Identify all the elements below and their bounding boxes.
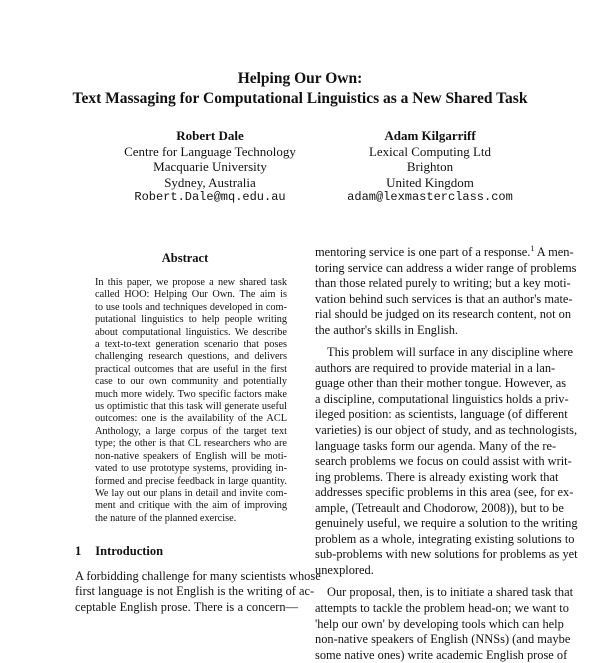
abstract-line: us optimistic that this task will generate useful xyxy=(95,401,287,413)
right-line: Our proposal, then, is to initiate a shared task that xyxy=(327,585,574,600)
section-number: 1 xyxy=(75,544,82,558)
intro-line: ceptable English prose. There is a concern— xyxy=(75,599,298,614)
right-line-text: mentoring service is one part of a response. xyxy=(315,245,531,259)
right-line-text: A men- xyxy=(534,245,574,259)
right-column-text xyxy=(315,243,578,663)
abstract-line: practical outcomes that are useful in the first xyxy=(95,363,287,375)
abstract-line: outcomes: one is the availability of the ACL xyxy=(95,413,287,425)
abstract-line: We lay out our plans in detail and invite com- xyxy=(95,487,287,499)
author-location: United Kingdom xyxy=(386,174,474,190)
right-line: than those related purely to writing; but a key moti- xyxy=(315,276,571,291)
abstract-line: case to our own community and potentially xyxy=(95,376,287,388)
right-line: genuinely useful, we require a solution to the writing xyxy=(315,516,578,531)
intro-line: A forbidding challenge for many scientists whose xyxy=(75,569,321,583)
abstract-line: In this paper, we propose a new shared task xyxy=(95,277,287,288)
section-title: Introduction xyxy=(95,544,164,558)
abstract-line: about computational linguistics. We describe xyxy=(95,326,287,338)
author-institution: Brighton xyxy=(406,159,454,174)
right-line: the author's skills in English. xyxy=(315,322,459,337)
abstract-line: vated to use prototype systems, providing in- xyxy=(95,463,287,475)
abstract-body xyxy=(95,277,287,525)
right-line: 'help our own' by developing tools which can help xyxy=(315,616,564,631)
right-line: guage other than their mother tongue. However, as xyxy=(315,376,567,391)
right-line: search problems we focus on could assist with writ- xyxy=(315,454,572,469)
abstract-line: Anthology, a large corpus of the target text xyxy=(95,425,287,437)
paper-title-line-2: Text Massaging for Computational Linguistics as a New Shared Task xyxy=(72,90,528,107)
author-location: Sydney, Australia xyxy=(164,174,256,190)
right-line: sub-problems with new solutions for problems as yet xyxy=(315,547,578,562)
author-block-2 xyxy=(320,128,540,206)
abstract-line: much more widely. Two specific factors make xyxy=(95,388,287,400)
author-email: adam@lexmasterclass.com xyxy=(347,190,513,204)
right-line xyxy=(315,243,574,261)
abstract-line: formed and precise feedback in large quantity. xyxy=(95,475,287,487)
author-email: Robert.Dale@mq.edu.au xyxy=(134,190,286,204)
abstract-heading: Abstract xyxy=(161,251,209,265)
section-heading xyxy=(75,544,163,559)
abstract-line: type; the other is that CL researchers who are xyxy=(95,438,287,450)
abstract-line: putational linguistics to help people writing xyxy=(95,314,287,326)
right-line: rial should be judged on its research content, not on xyxy=(315,307,572,322)
paper-title-line-1: Helping Our Own: xyxy=(237,70,363,87)
footnote-marker: 1 xyxy=(530,243,535,253)
right-line: authors are required to provide material in a lan- xyxy=(315,360,556,375)
author-name: Robert Dale xyxy=(176,128,244,143)
right-line: ample, (Tetreault and Chodorow, 2008)), but to be xyxy=(315,500,564,515)
abstract-line: non-native speakers of English will be moti- xyxy=(95,450,287,462)
right-line: non-native speakers of English (NNSs) (and maybe xyxy=(315,632,571,647)
abstract-line: called HOO: Helping Our Own. The aim is xyxy=(95,289,287,301)
author-block-1 xyxy=(110,128,310,206)
right-line: language tasks form our agenda. Many of the re- xyxy=(315,438,557,453)
right-line: problem as a whole, integrating existing solutions to xyxy=(315,531,575,546)
right-line: ing problems. There is already existing work that xyxy=(315,469,559,484)
right-line: ileged position: as scientists, language (of different xyxy=(315,407,568,422)
right-line: vation behind such services is that an author's mate- xyxy=(315,291,573,306)
author-institution: Macquarie University xyxy=(153,159,267,174)
introduction-text xyxy=(75,569,321,615)
right-line: a discipline, computational linguistics holds a priv- xyxy=(315,391,569,406)
right-line: attempts to tackle the problem head-on; we want to xyxy=(315,601,569,616)
intro-line: first language is not English is the writing of ac- xyxy=(75,584,315,599)
author-affiliation: Centre for Language Technology xyxy=(124,143,296,159)
author-affiliation: Lexical Computing Ltd xyxy=(368,143,492,159)
abstract-line: to use tools and techniques developed in com- xyxy=(95,301,287,313)
right-line: varieties) is our object of study, and as technologists, xyxy=(315,423,578,438)
right-line: addresses specific problems in this area (see, for ex- xyxy=(315,485,574,500)
abstract-line: challenging research questions, and delivers xyxy=(95,351,287,363)
right-line: some native ones) write academic English prose of xyxy=(315,647,568,662)
author-name: Adam Kilgarriff xyxy=(384,128,476,143)
abstract-line: the nature of the planned exercise. xyxy=(95,512,237,524)
abstract-line: ment and critique with the aim of improving xyxy=(95,500,287,512)
right-line: This problem will surface in any discipline where xyxy=(327,345,574,360)
right-line: unexplored. xyxy=(315,562,374,577)
right-line: toring service can address a wider range of problems xyxy=(315,260,577,275)
abstract-line: a text-to-text generation scenario that poses xyxy=(95,339,287,351)
